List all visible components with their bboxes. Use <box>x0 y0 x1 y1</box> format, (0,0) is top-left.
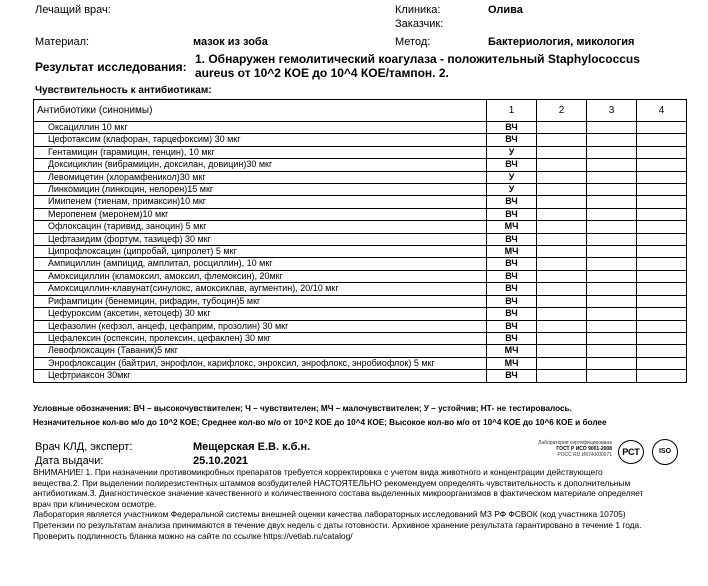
result-col-3 <box>587 122 637 134</box>
iso-seal-icon: ISO <box>652 439 678 465</box>
antibiotic-name: Амоксициллин-клавунат(синулокс, амоксиклав, аугментин), 20/10 мкг <box>34 283 487 295</box>
table-row <box>34 283 687 295</box>
header-col-2: 2 <box>537 100 587 122</box>
table-row <box>34 332 687 344</box>
result-col-4 <box>637 134 687 146</box>
result-col-1: ВЧ <box>487 308 537 320</box>
antibiotic-name: Левофлоксацин (Таваник)5 мкг <box>34 345 487 357</box>
antibiotics-table <box>33 99 687 383</box>
result-col-2 <box>537 171 587 183</box>
material-value: мазок из зоба <box>193 36 268 48</box>
result-col-1: ВЧ <box>487 370 537 382</box>
table-row <box>34 295 687 307</box>
clinic-value: Олива <box>488 4 523 16</box>
result-col-4 <box>637 283 687 295</box>
result-col-4 <box>637 184 687 196</box>
notes-block <box>33 467 688 541</box>
result-col-1: ВЧ <box>487 332 537 344</box>
sensitivity-title: Чувствительность к антибиотикам: <box>35 85 212 96</box>
result-col-4 <box>637 246 687 258</box>
expert-label: Врач КЛД, эксперт: <box>35 441 133 453</box>
result-line-1: 1. Обнаружен гемолитический коагулаза - положительный Staphylococcus <box>195 52 640 66</box>
antibiotic-name: Офлоксацин (таривид, заноцин) 5 мкг <box>34 221 487 233</box>
result-col-2 <box>537 159 587 171</box>
antibiotic-name: Цефуроксим (аксетин, кетоцеф) 30 мкг <box>34 308 487 320</box>
result-col-3 <box>587 308 637 320</box>
customer-label: Заказчик: <box>395 18 444 30</box>
note-line-6: Претензии по результатам анализа принимаются в течение двух недель с даты готовности. Архивное хранение результата гарантировано в течение 1 года. <box>33 519 642 530</box>
result-col-2 <box>537 233 587 245</box>
result-col-1: ВЧ <box>487 295 537 307</box>
clinic-label: Клиника: <box>395 4 441 16</box>
result-col-1: У <box>487 146 537 158</box>
result-col-3 <box>587 320 637 332</box>
result-col-3 <box>587 270 637 282</box>
date-label: Дата выдачи: <box>35 455 104 467</box>
result-col-4 <box>637 332 687 344</box>
antibiotic-name: Цефалексин (оспексин, пролексин, цефаклен) 30 мкг <box>34 332 487 344</box>
header-col-1: 1 <box>487 100 537 122</box>
antibiotic-name: Цефтазидим (фортум, тазицеф) 30 мкг <box>34 233 487 245</box>
result-col-1: ВЧ <box>487 122 537 134</box>
table-row <box>34 258 687 270</box>
cert-line-2: ГОСТ Р ИСО 9001-2008 <box>556 446 612 452</box>
result-col-1: У <box>487 184 537 196</box>
result-col-4 <box>637 370 687 382</box>
result-col-2 <box>537 196 587 208</box>
result-col-3 <box>587 283 637 295</box>
result-col-3 <box>587 258 637 270</box>
table-row <box>34 196 687 208</box>
result-col-1: ВЧ <box>487 233 537 245</box>
table-header-row <box>34 100 687 122</box>
result-col-3 <box>587 134 637 146</box>
cert-line-1: Лаборатория сертифицирована <box>538 440 612 446</box>
result-col-2 <box>537 134 587 146</box>
table-row <box>34 184 687 196</box>
result-col-4 <box>637 270 687 282</box>
antibiotic-name: Меропенем (меронем)10 мкг <box>34 208 487 220</box>
legend-line-1: Условные обозначения: ВЧ – высокочувствителен; Ч – чувствителен; МЧ – малочувствителен; У – устойчив; НТ- не тестировалось. <box>33 404 572 413</box>
certification-text <box>500 440 612 458</box>
note-line-3: антибиотикам.3. Диагностическое значение качественного и количественного состава выделенных микроорганизмов в фактическом материале определяет <box>33 488 644 499</box>
pct-seal-icon: РСТ <box>618 440 644 464</box>
result-col-1: ВЧ <box>487 134 537 146</box>
antibiotic-name: Цефтриаксон 30мкг <box>34 370 487 382</box>
result-col-3 <box>587 233 637 245</box>
header-col-4: 4 <box>637 100 687 122</box>
result-col-2 <box>537 357 587 369</box>
note-line-2: вещества.2. При выделении полирезистентных штаммов возбудителей НАСТОЯТЕЛЬНО рекомендуем определять чувствительность к дополнительным <box>33 477 631 488</box>
result-col-2 <box>537 345 587 357</box>
antibiotic-name: Имипенем (тиенам, примаксин)10 мкг <box>34 196 487 208</box>
result-col-2 <box>537 283 587 295</box>
result-col-2 <box>537 146 587 158</box>
table-row <box>34 370 687 382</box>
table-row <box>34 146 687 158</box>
result-col-3 <box>587 370 637 382</box>
result-col-4 <box>637 308 687 320</box>
result-col-3 <box>587 146 637 158</box>
result-col-1: МЧ <box>487 345 537 357</box>
result-col-2 <box>537 320 587 332</box>
result-col-4 <box>637 357 687 369</box>
note-line-4: врач при клиническом осмотре. <box>33 498 157 509</box>
result-col-2 <box>537 184 587 196</box>
antibiotic-name: Рифампицин (бенемицин, рифадин, тубоцин)5 мкг <box>34 295 487 307</box>
result-col-2 <box>537 270 587 282</box>
result-col-4 <box>637 146 687 158</box>
result-col-1: ВЧ <box>487 320 537 332</box>
table-row <box>34 320 687 332</box>
table-row <box>34 233 687 245</box>
result-col-3 <box>587 357 637 369</box>
note-line-7: Проверить подлинность бланка можно на сайте по ссылке https://vetlab.ru/catalog/ <box>33 530 353 541</box>
table-row <box>34 357 687 369</box>
result-col-1: ВЧ <box>487 283 537 295</box>
result-col-3 <box>587 196 637 208</box>
date-value: 25.10.2021 <box>193 455 249 467</box>
result-col-4 <box>637 258 687 270</box>
table-row <box>34 221 687 233</box>
result-col-4 <box>637 122 687 134</box>
result-col-3 <box>587 159 637 171</box>
table-row <box>34 246 687 258</box>
method-value: Бактериология, микология <box>488 36 635 48</box>
method-label: Метод: <box>395 36 431 48</box>
result-col-2 <box>537 332 587 344</box>
antibiotic-name: Левомицетин (хлорамфеникол)30 мкг <box>34 171 487 183</box>
result-col-2 <box>537 308 587 320</box>
result-col-4 <box>637 208 687 220</box>
table-row <box>34 270 687 282</box>
result-col-3 <box>587 345 637 357</box>
result-col-1: ВЧ <box>487 208 537 220</box>
result-col-4 <box>637 171 687 183</box>
antibiotic-name: Ампициллин (ампицид, амплитал, росциллин), 10 мкг <box>34 258 487 270</box>
result-label: Результат исследования: <box>35 60 187 74</box>
result-col-4 <box>637 221 687 233</box>
table-row <box>34 171 687 183</box>
antibiotic-name: Гентамицин (гарамицин, генцин), 10 мкг <box>34 146 487 158</box>
expert-value: Мещерская Е.В. к.б.н. <box>193 441 311 453</box>
antibiotic-name: Доксициклин (вибрамицин, доксилан, довицин)30 мкг <box>34 159 487 171</box>
table-row <box>34 345 687 357</box>
material-label: Материал: <box>35 36 90 48</box>
antibiotic-name: Ципрофлоксацин (ципробай, ципролет) 5 мкг <box>34 246 487 258</box>
result-col-2 <box>537 295 587 307</box>
result-col-4 <box>637 159 687 171</box>
result-col-1: ВЧ <box>487 159 537 171</box>
note-line-5: Лаборатория является участником Федеральной системы внешней оценки качества лабораторных исследований МЗ РФ ФСВОК (код участника 10705) <box>33 509 626 520</box>
result-col-1: МЧ <box>487 357 537 369</box>
result-col-3 <box>587 246 637 258</box>
table-row <box>34 159 687 171</box>
header-antibiotics: Антибиотики (синонимы) <box>34 100 487 122</box>
table-row <box>34 134 687 146</box>
result-col-2 <box>537 370 587 382</box>
header-col-3: 3 <box>587 100 637 122</box>
result-col-1: У <box>487 171 537 183</box>
result-col-3 <box>587 332 637 344</box>
result-col-2 <box>537 208 587 220</box>
cert-line-3: РОСС RU.ИК74.К00071 <box>557 452 612 458</box>
antibiotic-name: Линкомицин (линкоцин, нелорен)15 мкг <box>34 184 487 196</box>
result-col-1: ВЧ <box>487 196 537 208</box>
result-line-2: aureus от 10^2 КОЕ до 10^4 КОЕ/тампон. 2. <box>195 66 449 80</box>
doctor-label: Лечащий врач: <box>35 4 111 16</box>
table-row <box>34 122 687 134</box>
result-col-3 <box>587 208 637 220</box>
result-col-4 <box>637 320 687 332</box>
result-col-3 <box>587 171 637 183</box>
result-col-3 <box>587 295 637 307</box>
result-col-1: ВЧ <box>487 270 537 282</box>
result-col-2 <box>537 122 587 134</box>
result-col-2 <box>537 258 587 270</box>
result-col-2 <box>537 246 587 258</box>
antibiotic-name: Цефотаксим (клафоран, тарцефоксим) 30 мкг <box>34 134 487 146</box>
result-col-4 <box>637 345 687 357</box>
antibiotic-name: Энрофлоксацин (байтрил, энрофлон, карифлокс, энроксил, энрофлокс, энробиофлок) 5 мкг <box>34 357 487 369</box>
antibiotic-name: Амоксициллин (кламоксил, амоксил, флемоксин), 20мкг <box>34 270 487 282</box>
result-col-4 <box>637 295 687 307</box>
result-col-1: ВЧ <box>487 258 537 270</box>
result-col-1: МЧ <box>487 221 537 233</box>
table-row <box>34 208 687 220</box>
table-row <box>34 308 687 320</box>
legend-line-2: Незначительное кол-во м/о до 10^2 КОЕ; Среднее кол-во м/о от 10^2 КОЕ до 10^4 КОЕ; Высокое кол-во м/о от 10^4 КОЕ до 10^6 КОЕ и более <box>33 418 607 427</box>
note-line-1: ВНИМАНИЕ! 1. При назначении противомикробных препаратов требуется корректировка с учетом вида животного и концентрации действующего <box>33 467 603 477</box>
result-col-1: МЧ <box>487 246 537 258</box>
result-col-2 <box>537 221 587 233</box>
result-col-4 <box>637 196 687 208</box>
result-col-3 <box>587 221 637 233</box>
antibiotic-name: Оксациллин 10 мкг <box>34 122 487 134</box>
antibiotic-name: Цефазолин (кефзол, анцеф, цефаприм, прозолин) 30 мкг <box>34 320 487 332</box>
result-col-4 <box>637 233 687 245</box>
result-col-3 <box>587 184 637 196</box>
